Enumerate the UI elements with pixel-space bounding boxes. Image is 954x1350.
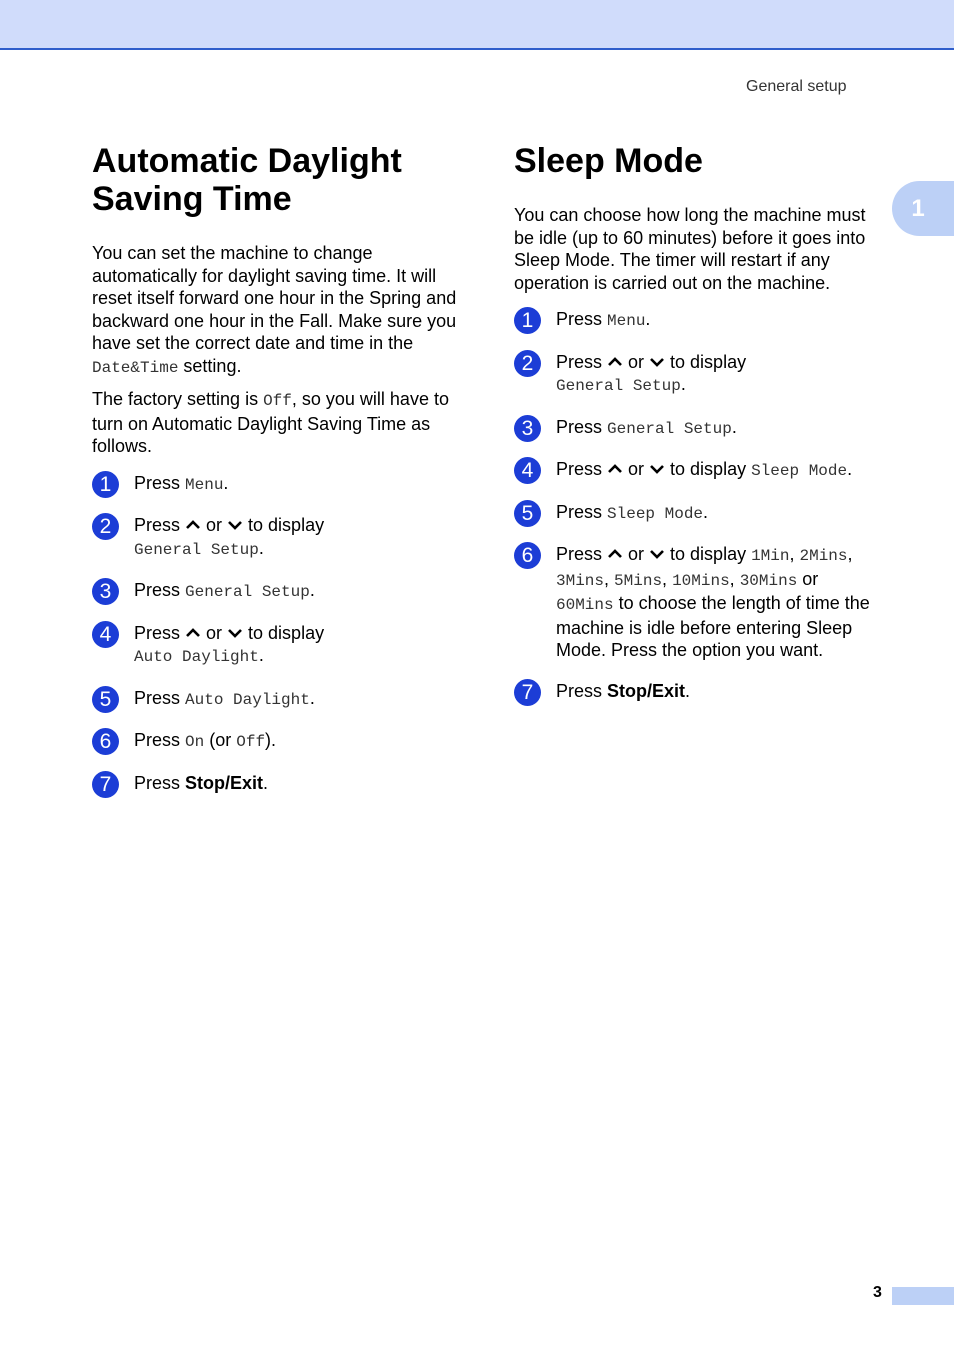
chevron-up-icon <box>185 518 201 532</box>
step-code: Menu <box>607 312 646 330</box>
option-sep: , <box>729 568 740 589</box>
option-10mins: 10Mins <box>672 571 730 590</box>
step-2 <box>92 514 464 561</box>
chevron-down-icon <box>649 462 665 476</box>
step-number-icon: 5 <box>514 500 541 527</box>
section-title-sleep: Sleep Mode <box>514 142 703 180</box>
step-list-sleep <box>514 308 886 704</box>
option-sep: , <box>662 568 673 589</box>
step-key-label: Stop/Exit <box>607 680 686 701</box>
step-number-icon: 6 <box>514 542 541 569</box>
step-end: . <box>703 501 709 522</box>
section-title-daylight <box>92 142 464 218</box>
factory-paragraph <box>92 388 464 458</box>
step-text: Press <box>134 772 186 793</box>
option-30mins: 30Mins <box>739 571 798 590</box>
step-text: Press <box>134 730 186 750</box>
step-list-daylight <box>92 472 464 796</box>
step-number-icon: 2 <box>514 350 541 377</box>
step-number-icon: 1 <box>514 307 541 334</box>
step-end: . <box>263 772 269 793</box>
step-code: General Setup <box>185 583 310 601</box>
step-text: Press <box>556 351 608 372</box>
chapter-tab <box>892 181 954 236</box>
step-code: Sleep Mode <box>607 504 704 523</box>
step-to-display: to display <box>665 351 747 372</box>
option-sep: , <box>789 544 800 564</box>
step-or: or <box>623 351 650 372</box>
chevron-down-icon <box>649 355 665 369</box>
step-number-icon: 4 <box>92 621 119 648</box>
page-number: 3 <box>873 1284 882 1301</box>
running-header: General setup <box>746 78 847 95</box>
step-2 <box>514 351 886 398</box>
chevron-down-icon <box>649 547 665 561</box>
step-number-icon: 5 <box>92 686 119 713</box>
step-text: Press <box>556 501 608 522</box>
step-code: General Setup <box>607 419 732 438</box>
step-code: Auto Daylight <box>185 690 310 709</box>
option-60mins: 60Mins <box>556 596 614 614</box>
step-end: . <box>680 374 686 394</box>
step-mid: (or <box>204 730 237 750</box>
step-to-display: to display <box>243 622 325 643</box>
chevron-down-icon <box>227 518 243 532</box>
step-1 <box>514 308 886 333</box>
step-text: Press <box>556 416 608 437</box>
page-number-bar <box>892 1287 954 1305</box>
step-end: . <box>309 580 315 600</box>
intro-end: setting. <box>178 355 242 376</box>
step-5 <box>514 501 886 526</box>
step-end: . <box>258 537 264 558</box>
step-text: Press <box>556 459 608 479</box>
step-text: Press <box>556 544 608 564</box>
option-3mins: 3Mins <box>556 571 605 590</box>
chevron-up-icon <box>607 462 623 476</box>
step-3 <box>92 579 464 604</box>
step-end: . <box>258 645 264 665</box>
step-number-icon: 4 <box>514 457 541 484</box>
title-line-2: Saving Time <box>92 180 292 218</box>
step-3 <box>514 416 886 441</box>
left-column <box>92 140 464 814</box>
step-code: Auto Daylight <box>134 648 259 666</box>
step-number-icon: 3 <box>92 578 119 605</box>
step-7 <box>514 680 886 704</box>
step-text: Press <box>134 580 186 600</box>
chevron-up-icon <box>185 626 201 640</box>
option-sep: , <box>847 544 853 564</box>
step-end: . <box>645 309 651 329</box>
step-code: Sleep Mode <box>751 462 848 480</box>
top-band <box>0 0 954 50</box>
step-or: or <box>201 515 228 535</box>
option-2mins: 2Mins <box>799 547 848 565</box>
step-number-icon: 3 <box>514 415 541 442</box>
code-off: Off <box>263 392 292 410</box>
step-to-display: to display <box>243 515 325 535</box>
step-text: Press <box>134 515 186 535</box>
step-number-icon: 7 <box>514 679 541 706</box>
step-7 <box>92 772 464 796</box>
code-date-time: Date&Time <box>92 358 179 377</box>
step-to-display: to display <box>665 544 752 564</box>
step-1 <box>92 472 464 497</box>
step-end: . <box>731 416 737 437</box>
step-4 <box>514 458 886 483</box>
intro-paragraph <box>92 242 464 379</box>
step-number-icon: 2 <box>92 513 119 540</box>
intro-text: You can set the machine to change automatically for daylight saving time. It will reset itself forward one hour in the Spring and backward one hour in the Fall. Make sure you have set the correct date and time in the <box>92 243 457 353</box>
step-number-icon: 7 <box>92 771 119 798</box>
step-end: . <box>223 472 229 493</box>
title-line-1: Automatic Daylight <box>92 142 402 180</box>
chevron-up-icon <box>607 355 623 369</box>
option-1min: 1Min <box>751 547 790 565</box>
step-or: or <box>201 622 228 643</box>
step-to-display: to display <box>665 459 752 479</box>
step-number-icon: 6 <box>92 728 119 755</box>
step-5 <box>92 687 464 712</box>
option-5mins: 5Mins <box>614 571 663 590</box>
chevron-up-icon <box>607 547 623 561</box>
step-text: Press <box>134 622 186 643</box>
step-text: Press <box>134 472 186 493</box>
step-text: Press <box>556 309 608 329</box>
step-code: On <box>185 733 205 751</box>
step-code: Menu <box>185 475 224 494</box>
option-sep: or <box>797 568 819 589</box>
step-text: Press <box>556 680 608 701</box>
step-or: or <box>623 544 650 564</box>
step-code-2: Off <box>236 733 266 751</box>
factory-end: , so you will have to turn on Automatic Daylight Saving Time as follows. <box>92 389 449 456</box>
step-end: . <box>685 680 691 701</box>
option-sep: , <box>604 568 615 589</box>
sleep-intro-paragraph: You can choose how long the machine must be idle (up to 60 minutes) before it goes into Sleep Mode. The timer will restart if any operation is carried out on the machine. <box>514 205 866 293</box>
step-code: General Setup <box>134 540 259 559</box>
step-6 <box>92 729 464 754</box>
step-end: ). <box>265 730 277 750</box>
step-number-icon: 1 <box>92 471 119 498</box>
chevron-down-icon <box>227 626 243 640</box>
right-column <box>514 140 886 722</box>
step-or: or <box>623 459 650 479</box>
chapter-number: 1 <box>911 194 925 222</box>
step-key-label: Stop/Exit <box>185 772 264 793</box>
step-code: General Setup <box>556 377 681 395</box>
step-6 <box>514 543 886 662</box>
step-end: . <box>847 459 853 479</box>
step-tail: to choose the length of time the machine is idle before entering Sleep Mode. Press the option you want. <box>556 593 870 660</box>
factory-text: The factory setting is <box>92 389 264 409</box>
step-end: . <box>309 687 315 708</box>
step-4 <box>92 622 464 669</box>
step-text: Press <box>134 687 186 708</box>
